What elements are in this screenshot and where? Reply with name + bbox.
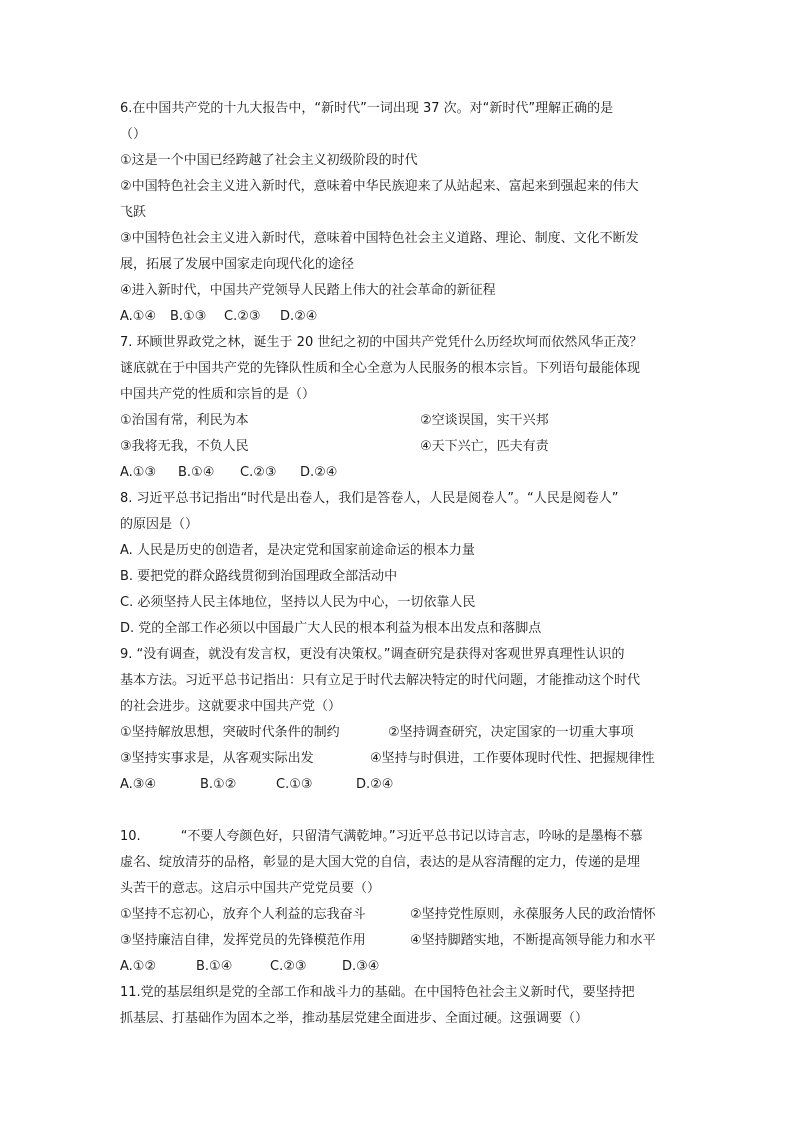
q9-choice-d: D.②④ (356, 777, 394, 792)
question-10 (120, 824, 680, 980)
q7-stem-line1: 7. 环顾世界政党之林，诞生于 20 世纪之初的中国共产党凭什么历经坎坷而依然风华正茂？ (120, 335, 643, 350)
q9-choices (120, 772, 680, 798)
q7-option-2: ②空谈误国，实干兴邦 (420, 413, 549, 428)
q6-choices (120, 304, 680, 330)
q10-choice-a: A.①② (120, 959, 157, 974)
q10-stem-line3: 头苦干的意志。这启示中国共产党党员要（） (120, 881, 381, 896)
q10-choice-b: B.①④ (196, 959, 233, 974)
q9-choice-b: B.①② (200, 777, 237, 792)
q9-stem-line3: 的社会进步。这就要求中国共产党（） (120, 699, 342, 714)
q9-option-2: ②坚持调查研究，决定国家的一切重大事项 (388, 725, 634, 740)
q6-choice-a: A.①④ (120, 309, 157, 324)
q8-option-a: A. 人民是历史的创造者，是决定党和国家前途命运的根本力量 (120, 543, 475, 558)
q11-stem-line1: 11.党的基层组织是党的全部工作和战斗力的基础。在中国特色社会主义新时代，要坚持把 (120, 985, 635, 1000)
q9-option-1: ①坚持解放思想，突破时代条件的制约 (120, 725, 340, 740)
q10-option-3: ③坚持廉洁自律，发挥党员的先锋模范作用 (120, 933, 366, 948)
q6-choice-d: D.②④ (280, 309, 318, 324)
q8-stem-line2: 的原因是（） (120, 517, 199, 532)
q9-options-row1 (120, 720, 680, 746)
q6-option-2-line2: 飞跃 (120, 205, 147, 220)
exam-page (120, 96, 680, 1032)
q7-choices (120, 460, 680, 486)
q6-stem-line1: 6.在中国共产党的十九大报告中，“新时代”一词出现 37 次。对“新时代”理解正确的是 (120, 101, 614, 116)
q7-choice-b: B.①④ (178, 465, 215, 480)
q7-choice-c: C.②③ (240, 465, 277, 480)
q7-choice-d: D.②④ (300, 465, 338, 480)
question-11 (120, 980, 680, 1032)
q8-option-c: C. 必须坚持人民主体地位，坚持以人民为中心，一切依靠人民 (120, 595, 476, 610)
q10-options-row1 (120, 902, 680, 928)
q6-choice-b: B.①③ (170, 309, 207, 324)
q10-options-row2 (120, 928, 680, 954)
question-9 (120, 642, 680, 798)
q6-option-3-line1: ③中国特色社会主义进入新时代，意味着中国特色社会主义道路、理论、制度、文化不断发 (120, 231, 639, 246)
q9-choice-a: A.③④ (120, 777, 157, 792)
q7-option-3: ③我将无我，不负人民 (120, 439, 249, 454)
q9-option-4: ④坚持与时俱进，工作要体现时代性、把握规律性 (370, 751, 655, 766)
q7-stem-line2: 谜底就在于中国共产党的先锋队性质和全心全意为人民服务的根本宗旨。下列语句最能体现 (120, 361, 641, 376)
q8-stem-line1: 8. 习近平总书记指出“时代是出卷人，我们是答卷人，人民是阅卷人”。“人民是阅卷人” (120, 491, 619, 506)
q10-option-4: ④坚持脚踏实地，不断提高领导能力和水平 (410, 933, 656, 948)
q9-stem-line2: 基本方法。习近平总书记指出：只有立足于时代去解决特定的时代问题，才能推动这个时代 (120, 673, 641, 688)
q7-option-1: ①治国有常，利民为本 (120, 413, 249, 428)
q10-option-2: ②坚持党性原则，永葆服务人民的政治情怀 (410, 907, 656, 922)
q10-number: 10. (120, 829, 141, 844)
q10-stem-line2: 虚名、绽放清芬的品格，彰显的是大国大党的自信，表达的是从容清醒的定力，传递的是埋 (120, 855, 641, 870)
q7-options-row1 (120, 408, 680, 434)
q10-stem-text1: “不要人夸颜色好，只留清气满乾坤。”习近平总书记以诗言志，吟咏的是墨梅不慕 (180, 829, 643, 844)
q9-stem-line1: 9. “没有调查，就没有发言权，更没有决策权。”调查研究是获得对客观世界真理性认识的 (120, 647, 625, 662)
q7-option-4: ④天下兴亡，匹夫有责 (420, 439, 549, 454)
q8-option-b: B. 要把党的群众路线贯彻到治国理政全部活动中 (120, 569, 398, 584)
q7-stem-line3: 中国共产党的性质和宗旨的是（） (120, 387, 316, 402)
q9-option-3: ③坚持实事求是，从客观实际出发 (120, 751, 314, 766)
q9-options-row2 (120, 746, 680, 772)
q6-option-4: ④进入新时代，中国共产党领导人民踏上伟大的社会革命的新征程 (120, 283, 496, 298)
q10-choice-d: D.③④ (342, 959, 380, 974)
q9-choice-c: C.①③ (276, 777, 313, 792)
q10-stem-line1 (120, 824, 680, 850)
q6-option-2-line1: ②中国特色社会主义进入新时代，意味着中华民族迎来了从站起来、富起来到强起来的伟大 (120, 179, 639, 194)
q6-option-3-line2: 展，拓展了发展中国家走向现代化的途径 (120, 257, 355, 272)
q6-choice-c: C.②③ (224, 309, 261, 324)
q10-choices (120, 954, 680, 980)
q6-option-1: ①这是一个中国已经跨越了社会主义初级阶段的时代 (120, 153, 418, 168)
q6-stem-line2: （） (120, 127, 147, 142)
q8-option-d: D. 党的全部工作必须以中国最广大人民的根本利益为根本出发点和落脚点 (120, 621, 542, 636)
spacer (120, 798, 680, 824)
q7-options-row2 (120, 434, 680, 460)
q7-choice-a: A.①③ (120, 465, 157, 480)
q11-stem-line2: 抓基层、打基础作为固本之举，推动基层党建全面进步、全面过硬。这强调要（） (120, 1011, 589, 1026)
question-6 (120, 96, 680, 330)
question-8 (120, 486, 680, 642)
q10-choice-c: C.②③ (270, 959, 307, 974)
question-7 (120, 330, 680, 486)
q10-option-1: ①坚持不忘初心，放弃个人利益的忘我奋斗 (120, 907, 366, 922)
